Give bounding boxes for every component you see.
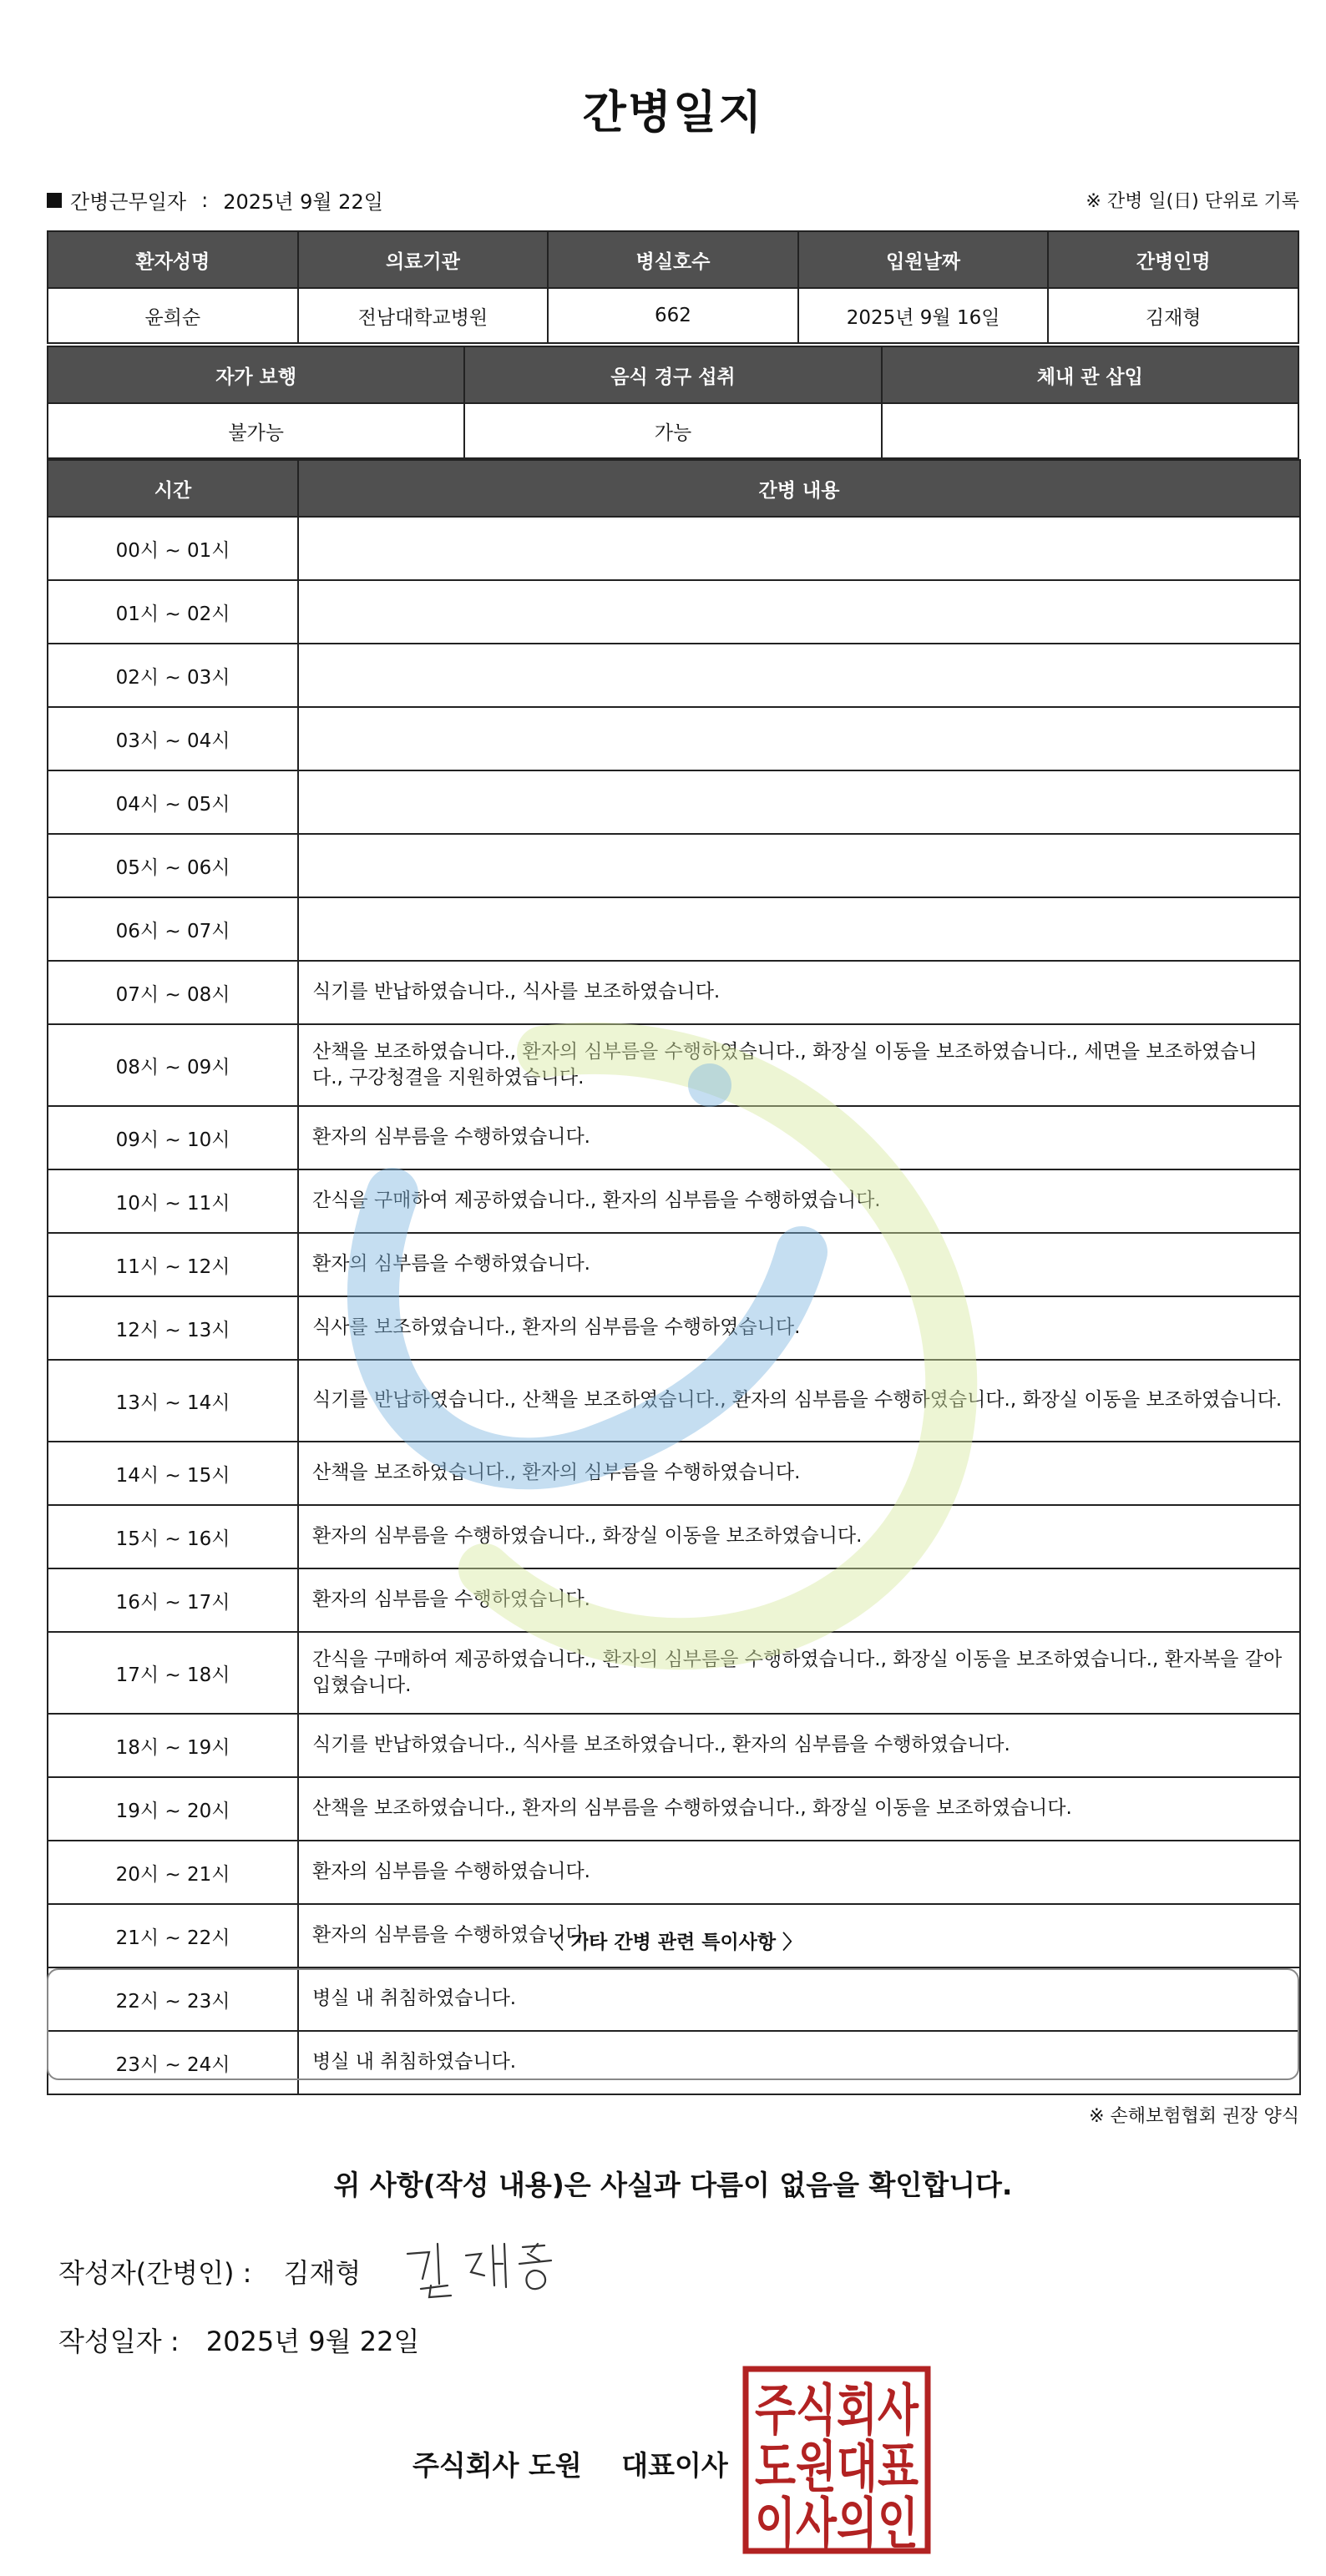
work-date-separator: : bbox=[201, 188, 209, 212]
special-notes-box bbox=[47, 1968, 1299, 2080]
company-seal-stamp bbox=[742, 2366, 931, 2554]
table-row bbox=[48, 1169, 1300, 1233]
care-content-cell: 식기를 반납하였습니다., 산책을 보조하였습니다., 환자의 심부름을 수행하였습니다., 화장실 이동을 보조하였습니다. bbox=[298, 1360, 1300, 1442]
walking-cell: 불가능 bbox=[48, 403, 464, 458]
care-content-cell bbox=[298, 897, 1300, 961]
care-content-cell bbox=[298, 834, 1300, 897]
walking-header: 자가 보행 bbox=[48, 346, 464, 403]
time-cell: 00시 ~ 01시 bbox=[48, 517, 298, 580]
writer-label: 작성자(간병인) : bbox=[58, 2257, 252, 2289]
care-content-header: 간병 내용 bbox=[298, 460, 1300, 517]
svg-text:도원대표: 도원대표 bbox=[755, 2435, 919, 2499]
table-row bbox=[48, 1568, 1300, 1632]
special-notes-title: 〈 기타 간병 관련 특이사항 〉 bbox=[544, 1932, 802, 1953]
time-cell: 10시 ~ 11시 bbox=[48, 1169, 298, 1233]
care-content-cell: 식기를 반납하였습니다., 식사를 보조하였습니다. bbox=[298, 961, 1300, 1024]
room-number-cell: 662 bbox=[548, 288, 798, 343]
time-cell: 13시 ~ 14시 bbox=[48, 1360, 298, 1442]
table-row bbox=[48, 1777, 1300, 1841]
patient-info-table bbox=[47, 230, 1299, 344]
work-date-label: 간병근무일자 bbox=[70, 190, 187, 214]
bullet-square-icon bbox=[47, 193, 62, 208]
time-cell: 21시 ~ 22시 bbox=[48, 1904, 298, 1967]
time-cell: 01시 ~ 02시 bbox=[48, 580, 298, 644]
company-line bbox=[412, 2444, 728, 2483]
time-cell: 02시 ~ 03시 bbox=[48, 644, 298, 707]
table-row bbox=[48, 580, 1300, 644]
tube-insertion-header: 체내 관 삽입 bbox=[882, 346, 1298, 403]
page-title: 간병일지 bbox=[582, 86, 764, 139]
oral-intake-cell: 가능 bbox=[464, 403, 881, 458]
tube-insertion-cell bbox=[882, 403, 1298, 458]
care-content-cell bbox=[298, 580, 1300, 644]
write-date-line bbox=[58, 2321, 419, 2359]
table-row bbox=[48, 1233, 1300, 1296]
table-row bbox=[48, 897, 1300, 961]
care-content-cell: 산책을 보조하였습니다., 환자의 심부름을 수행하였습니다., 화장실 이동을 보조하였습니다. bbox=[298, 1777, 1300, 1841]
care-content-cell: 식기를 반납하였습니다., 식사를 보조하였습니다., 환자의 심부름을 수행하였습니다. bbox=[298, 1714, 1300, 1777]
time-cell: 12시 ~ 13시 bbox=[48, 1296, 298, 1360]
patient-name-cell: 윤희순 bbox=[48, 288, 298, 343]
hospital-cell: 전남대학교병원 bbox=[298, 288, 549, 343]
time-cell: 15시 ~ 16시 bbox=[48, 1505, 298, 1568]
table-row bbox=[48, 1841, 1300, 1904]
care-content-cell: 환자의 심부름을 수행하였습니다. bbox=[298, 1841, 1300, 1904]
admission-date-header: 입원날짜 bbox=[798, 231, 1049, 288]
company-role: 대표이사 bbox=[621, 2449, 728, 2482]
time-cell: 04시 ~ 05시 bbox=[48, 770, 298, 834]
table-row bbox=[48, 1632, 1300, 1714]
form-note: ※ 손해보험협회 권장 양식 bbox=[1089, 2106, 1299, 2127]
time-cell: 19시 ~ 20시 bbox=[48, 1777, 298, 1841]
write-date-label: 작성일자 : bbox=[58, 2326, 180, 2357]
time-cell: 09시 ~ 10시 bbox=[48, 1106, 298, 1169]
svg-text:이사의인: 이사의인 bbox=[755, 2492, 919, 2556]
care-content-cell: 병실 내 취침하였습니다. bbox=[298, 2031, 1300, 2094]
company-name: 주식회사 도원 bbox=[412, 2449, 582, 2482]
care-content-cell: 간식을 구매하여 제공하였습니다., 환자의 심부름을 수행하였습니다., 화장실 이동을 보조하였습니다., 환자복을 갈아입혔습니다. bbox=[298, 1632, 1300, 1714]
care-content-cell: 간식을 구매하여 제공하였습니다., 환자의 심부름을 수행하였습니다. bbox=[298, 1169, 1300, 1233]
table-row bbox=[48, 770, 1300, 834]
care-content-cell: 환자의 심부름을 수행하였습니다. bbox=[298, 1904, 1300, 1967]
write-date-value: 2025년 9월 22일 bbox=[205, 2326, 420, 2357]
time-cell: 20시 ~ 21시 bbox=[48, 1841, 298, 1904]
oral-intake-header: 음식 경구 섭취 bbox=[464, 346, 881, 403]
time-cell: 22시 ~ 23시 bbox=[48, 1967, 298, 2031]
time-cell: 03시 ~ 04시 bbox=[48, 707, 298, 770]
table-row bbox=[48, 707, 1300, 770]
time-cell: 06시 ~ 07시 bbox=[48, 897, 298, 961]
patient-status-table bbox=[47, 346, 1299, 459]
time-cell: 18시 ~ 19시 bbox=[48, 1714, 298, 1777]
table-row bbox=[48, 1505, 1300, 1568]
table-row bbox=[48, 644, 1300, 707]
time-cell: 16시 ~ 17시 bbox=[48, 1568, 298, 1632]
confirm-statement: 위 사항(작성 내용)은 사실과 다름이 없음을 확인합니다. bbox=[333, 2169, 1013, 2201]
caregiver-name-cell: 김재형 bbox=[1048, 288, 1298, 343]
time-header: 시간 bbox=[48, 460, 298, 517]
table-row bbox=[48, 1296, 1300, 1360]
table-row bbox=[48, 1714, 1300, 1777]
care-content-cell: 산책을 보조하였습니다., 환자의 심부름을 수행하였습니다., 화장실 이동을 보조하였습니다., 세면을 보조하였습니다., 구강청결을 지원하였습니다. bbox=[298, 1024, 1300, 1106]
care-content-cell: 환자의 심부름을 수행하였습니다., 화장실 이동을 보조하였습니다. bbox=[298, 1505, 1300, 1568]
care-content-cell: 환자의 심부름을 수행하였습니다. bbox=[298, 1568, 1300, 1632]
patient-name-header: 환자성명 bbox=[48, 231, 298, 288]
care-content-cell: 병실 내 취침하였습니다. bbox=[298, 1967, 1300, 2031]
unit-note: ※ 간병 일(日) 단위로 기록 bbox=[1086, 191, 1299, 212]
room-number-header: 병실호수 bbox=[548, 231, 798, 288]
svg-text:주식회사: 주식회사 bbox=[755, 2378, 919, 2442]
care-content-cell: 환자의 심부름을 수행하였습니다. bbox=[298, 1233, 1300, 1296]
table-row bbox=[48, 1024, 1300, 1106]
care-content-cell: 식사를 보조하였습니다., 환자의 심부름을 수행하였습니다. bbox=[298, 1296, 1300, 1360]
time-cell: 08시 ~ 09시 bbox=[48, 1024, 298, 1106]
writer-name: 김재형 bbox=[283, 2257, 362, 2289]
writer-line bbox=[58, 2252, 361, 2291]
work-date-value: 2025년 9월 22일 bbox=[223, 190, 383, 214]
table-row bbox=[48, 1106, 1300, 1169]
table-row bbox=[48, 834, 1300, 897]
table-row bbox=[48, 1360, 1300, 1442]
admission-date-cell: 2025년 9월 16일 bbox=[798, 288, 1049, 343]
time-cell: 07시 ~ 08시 bbox=[48, 961, 298, 1024]
time-cell: 23시 ~ 24시 bbox=[48, 2031, 298, 2094]
time-cell: 11시 ~ 12시 bbox=[48, 1233, 298, 1296]
time-cell: 05시 ~ 06시 bbox=[48, 834, 298, 897]
time-cell: 17시 ~ 18시 bbox=[48, 1632, 298, 1714]
care-content-cell bbox=[298, 770, 1300, 834]
hospital-header: 의료기관 bbox=[298, 231, 549, 288]
table-row bbox=[48, 961, 1300, 1024]
care-content-cell: 환자의 심부름을 수행하였습니다. bbox=[298, 1106, 1300, 1169]
handwritten-signature bbox=[397, 2235, 573, 2302]
caregiver-name-header: 간병인명 bbox=[1048, 231, 1298, 288]
care-content-cell bbox=[298, 644, 1300, 707]
work-date-line bbox=[47, 185, 383, 215]
care-content-cell bbox=[298, 707, 1300, 770]
care-content-cell bbox=[298, 517, 1300, 580]
care-content-cell: 산책을 보조하였습니다., 환자의 심부름을 수행하였습니다. bbox=[298, 1442, 1300, 1505]
table-row bbox=[48, 1442, 1300, 1505]
care-log-table bbox=[47, 459, 1301, 2095]
time-cell: 14시 ~ 15시 bbox=[48, 1442, 298, 1505]
table-row bbox=[48, 517, 1300, 580]
